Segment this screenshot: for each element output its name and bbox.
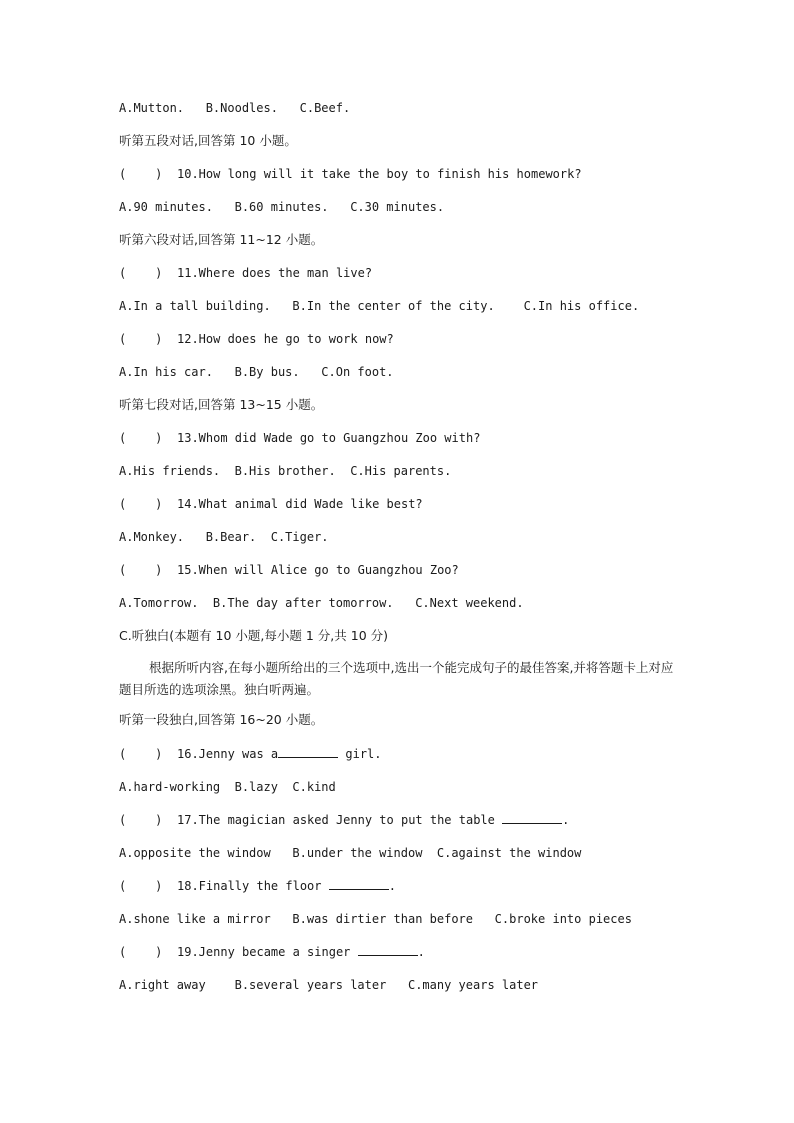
answer-paren: ( )	[119, 167, 163, 181]
question-18-text: 18.Finally the floor	[177, 879, 329, 893]
answer-paren: ( )	[119, 813, 163, 827]
options-q12: A.In his car. B.By bus. C.On foot.	[119, 365, 394, 379]
answer-paren: ( )	[119, 497, 163, 511]
options-q14: A.Monkey. B.Bear. C.Tiger.	[119, 530, 329, 544]
question-17-text: 17.The magician asked Jenny to put the table	[177, 813, 503, 827]
question-12	[119, 331, 394, 347]
options-q17: A.opposite the window B.under the window C.against the window	[119, 846, 582, 860]
question-11-text: 11.Where does the man live?	[177, 266, 373, 280]
question-13	[119, 430, 480, 446]
question-19-end: .	[417, 945, 425, 959]
question-15	[119, 562, 459, 578]
section-header-dialogue-5: 听第五段对话,回答第 10 小题。	[119, 133, 297, 148]
options-q9: A.Mutton. B.Noodles. C.Beef.	[119, 101, 351, 115]
question-11	[119, 265, 372, 281]
answer-paren: ( )	[119, 747, 163, 761]
fill-blank[interactable]	[278, 746, 338, 758]
fill-blank[interactable]	[358, 944, 418, 956]
question-17	[119, 812, 569, 828]
question-19	[119, 944, 425, 960]
answer-paren: ( )	[119, 266, 163, 280]
question-14-text: 14.What animal did Wade like best?	[177, 497, 423, 511]
fill-blank[interactable]	[502, 812, 562, 824]
options-q10: A.90 minutes. B.60 minutes. C.30 minutes.	[119, 200, 445, 214]
answer-paren: ( )	[119, 332, 163, 346]
question-14	[119, 496, 423, 512]
question-16-text: 16.Jenny was a	[177, 747, 279, 761]
options-q18: A.shone like a mirror B.was dirtier than before C.broke into pieces	[119, 912, 632, 926]
options-q15: A.Tomorrow. B.The day after tomorrow. C.Next weekend.	[119, 596, 524, 610]
question-18	[119, 878, 396, 894]
question-10-text: 10.How long will it take the boy to finish his homework?	[177, 167, 582, 181]
question-13-text: 13.Whom did Wade go to Guangzhou Zoo with?	[177, 431, 481, 445]
question-12-text: 12.How does he go to work now?	[177, 332, 394, 346]
options-q11: A.In a tall building. B.In the center of the city. C.In his office.	[119, 299, 640, 313]
section-c-title: C.听独白(本题有 10 小题,每小题 1 分,共 10 分)	[119, 628, 389, 643]
answer-paren: ( )	[119, 945, 163, 959]
options-q16: A.hard-working B.lazy C.kind	[119, 780, 336, 794]
section-header-dialogue-6: 听第六段对话,回答第 11~12 小题。	[119, 232, 324, 247]
section-header-monologue-1: 听第一段独白,回答第 16~20 小题。	[119, 712, 324, 727]
question-10	[119, 166, 582, 182]
options-q13: A.His friends. B.His brother. C.His parents.	[119, 464, 452, 478]
question-17-end: .	[562, 813, 570, 827]
section-c-instructions: 根据所听内容,在每小题所给出的三个选项中,选出一个能完成句子的最佳答案,并将答题卡上对应题目所选的选项涂黑。独白听两遍。	[119, 660, 674, 697]
question-18-end: .	[388, 879, 396, 893]
answer-paren: ( )	[119, 879, 163, 893]
question-15-text: 15.When will Alice go to Guangzhou Zoo?	[177, 563, 459, 577]
options-q19: A.right away B.several years later C.many years later	[119, 978, 539, 992]
question-16-end: girl.	[338, 747, 382, 761]
section-header-dialogue-7: 听第七段对话,回答第 13~15 小题。	[119, 397, 324, 412]
fill-blank[interactable]	[329, 878, 389, 890]
question-16	[119, 746, 382, 762]
answer-paren: ( )	[119, 431, 163, 445]
answer-paren: ( )	[119, 563, 163, 577]
question-19-text: 19.Jenny became a singer	[177, 945, 358, 959]
